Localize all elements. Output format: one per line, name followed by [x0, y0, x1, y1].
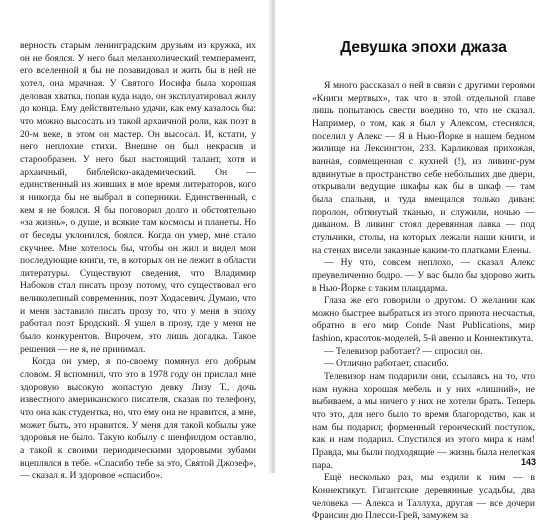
page-number: 143 — [520, 457, 536, 467]
paragraph: — Ну что, совсем неплохо, — сказал Алекс преувеличенно бодро. — У вас было бы здорово жить в Нью-Йорке с таким плацдарма. — [312, 257, 535, 294]
paragraph: Ещё несколько раз, мы ездили к ним — в Коннектикут. Гигантские деревянные усадьбы, два человека — Алекса и Таллуха, другая — все дочери Франсин дю Плесси-Грей, замужем за — [312, 472, 535, 522]
left-page — [0, 0, 270, 482]
paragraph: Когда он умер, я по-своему помянул его добрым словом. Я вспомнил, что это в 1978 году он прислал мне здоровую высокую жопастую девку Лизу Т., дочь известного американского писателя, сказав по телефону, что она как студентка, но, что ему она не нравится, а мне, может быть, это нравится. У меня для такой кобылы уже здоровья не было. Такую кобылу с шенфилдом оставлю, а такой к своими периодическими здоровыми зубами вцеплялся в тебе. «Спасибо тебе за это, Святой Джозеф», — сказал я. И здоровое «спасибо». — [20, 356, 256, 482]
paragraph: Я много рассказал о ней в связи с другими героями «Книги мертвых», так что в этой отдельной главе лишь попытаюсь свести воедино то, что не сказал. Например, о том, как я был у Алексом, стеснялся, поселил у Алекс — Я в Нью-Йорке в нашем бедном жилище на Лексингтон, 233. Карликовая прихожая, ванная, совмещенная с кухней (!), из ливинг-рум вдвинутые в пространство себе небольших две двери, открывали ведущие шкафы как бы в шкаф — там была спальня, и туда вмещался только диван: поролон, обтянутый тканью, и служили, ночью — диваном. В ливинг стоял деревянная лавка — под стульчики, столы, на которых лежали наши книги, и на стенах висели заказные каким-то платками Елены. — [312, 80, 535, 256]
paragraph: — Отлично работает, спасибо. — [324, 358, 449, 370]
right-page — [275, 0, 550, 522]
paragraph: Глаза же его говорили о другом. О желании как можно быстрее выбраться из этого приюта несчастья, обратно в его мир Conde Nast Publications, мир fashion, красоток-моделей, 5-й авеню и Коннектикута. — [312, 295, 535, 345]
left-page-body — [20, 40, 256, 483]
right-page-body — [312, 80, 535, 523]
paragraph: — Телевизор работает? — спросил он. — [324, 345, 483, 357]
chapter-title: Девушка эпохи джаза — [340, 39, 507, 56]
paragraph: Телевизор нам подарили они, ссылаясь на то, что нам нужна хорошая мебель и у них «лишний», не выбиваем, а мы ничего у них не хотели брать. Теперь что это, для него было то время благородство, как и нам бы подарил; форменный героический поступок, как и нам подарил. Спустился из этого мира к нам! Правда, мы были подходящие — жизнь была нелегкая пара. — [312, 371, 535, 471]
paragraph: верность старым ленинградским друзьям из кружка, их он не боялся. У него был меланхолический темперамент, его вселенной я бы не позавидовал и жить бы в ней не хотел, она мрачная. У Святого Иосифа была хорошая деловая хватка, попав куда надо, он эксплуатировал жилу до конца. Ему действительно удачи, как ему казалось бы: что можно высосать из такой архаичной роли, как поэт в 20-м веке, в этом он мастер. Он высосал. И, кстати, у него неплохие стихи. Внешне он был некрасив и старообразен. У него был настоящий талант, хотя и архаичный, библейско-академический. Он — единственный из живших в мое время литераторов, кого я никогда бы не выбрал в соперники. Единственный, с кем я не боялся. Я бы поговорил долго и обстоятельно «за жизнь», о душе, и всякие там космосы и планеты. Но от беседы уклонился, боялся. Когда он умер, мне стало скучнее. Мне хотелось бы, чтобы он жил и видел мои последующие книги, те, в которых он не лежит в области литературы. Существуют сведения, что Владимир Набоков стал писать прозу потому, что существовал его великолепный современник, поэт Ходасевич. Думаю, что и меня заставило писать прозу то, что у меня в эпоху работал поэт Бродский. Я ушел в прозу, где у меня не было конкурентов. Впрочем, это лишь догадка. Такое решения — не я, не принимал. — [20, 40, 256, 355]
